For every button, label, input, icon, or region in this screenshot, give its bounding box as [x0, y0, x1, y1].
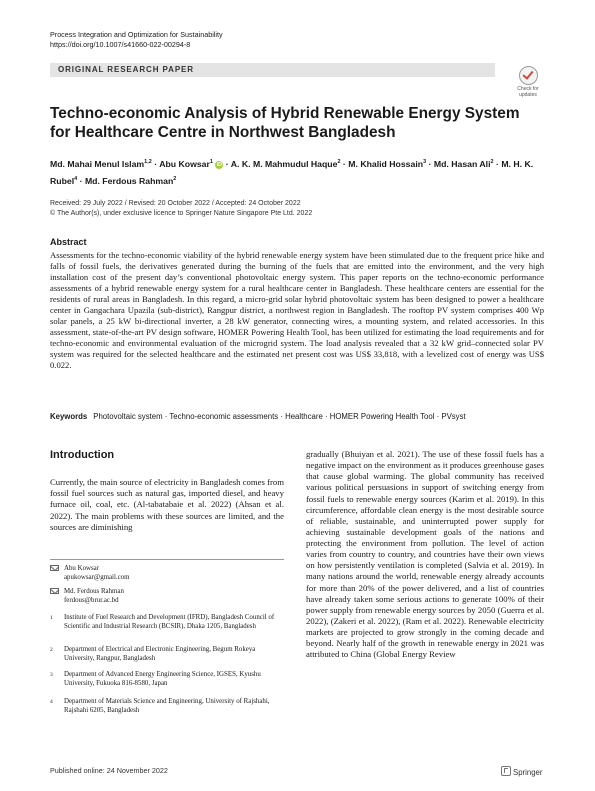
publisher-logo	[501, 766, 542, 777]
date-history: Received: 29 July 2022 / Revised: 20 October 2022 / Accepted: 24 October 2022	[50, 200, 301, 207]
author-name[interactable]: A. K. M. Mahmudul Haque	[230, 158, 338, 169]
author-affiliation-marker: 2	[173, 175, 177, 182]
check-updates-text	[513, 86, 543, 98]
author-name[interactable]: Md. Hasan Ali	[433, 158, 491, 169]
article-dates	[50, 199, 312, 219]
abstract-heading: Abstract	[50, 237, 87, 247]
correspondence-name: Abu Kowsar	[64, 565, 100, 572]
author-name[interactable]: M. Khalid Hossain	[348, 158, 424, 169]
footnote-divider	[50, 559, 284, 560]
published-online: Published online: 24 November 2022	[50, 766, 168, 775]
affiliation-3	[50, 671, 280, 688]
publisher-name: Springer	[513, 768, 543, 777]
affiliation-text: Department of Materials Science and Engineering, University of Rajshahi, Rajshahi 6205, Bangladesh	[64, 698, 270, 714]
check-updates-icon	[519, 66, 538, 85]
journal-header	[50, 30, 223, 50]
author-name[interactable]: M. H. K. Rubel	[50, 158, 534, 186]
affiliation-2	[50, 646, 280, 663]
author-list: Md. Mahai Menul Islam$^{1,2}$ · Abu Kowsar$^1$ iD · A. K. M. Mahmudul Haque$^2$ · M. Khalid Hossain$^3$ · Md. Hasan Ali$^2$ · M. H. K. Rubel$^4$ · Md. Ferdous Rahman$^2$	[50, 158, 534, 186]
journal-name: Process Integration and Optimization for Sustainability	[50, 30, 223, 39]
affiliation-number: 1	[50, 615, 53, 621]
introduction-right-text: gradually (Bhuiyan et al. 2021). The use of these fossil fuels has a negative impact on the environment as it produces greenhouse gases that cause global warming. The global community has received various political persuasions in support of switching energy from fossil fuels to renewable energy sources (Karim et al. 2019). In this circumference, affordable clean energy is the most desirable source of reliable, sustainable, and uninterrupted power supply for achieving sustainable development goals of the nations and protecting the environment from pollution. The level of action varies from country to country, and countries have their own views on how persistently ventilation is completed (Salvia et al. 2019). In many nations around the world, renewable energy already accounts for more than 20% of the power delivered, and a list of countries have already taken some serious actions to generate 100% of their power supply from renewable energy sources by 2050 (Guerra et al. 2022), (Zakeri et al. 2022), (Ram et al. 2022). Renewable electricity markets are projected to grow strongly in the coming decade and beyond. Nearly half of the growth in renewable energy in 2021 was attributed to China (Global Energy Review	[306, 449, 544, 660]
author-affiliation-marker: 2	[490, 159, 494, 165]
abstract-text: Assessments for the techno-economic viability of the hybrid renewable energy system have been stimulated due to the frequent price hike and falls of fossil fuels, the derivatives generated during the burning of the fuels that are emitted into the environment, and the very high installation cost of the present day’s conventional photovoltaic energy system. This paper reports on the techno-economic performance assessments of a hybrid renewable energy system for a rural healthcare center in Bangladesh. These healthcare centers are essential for the residents of rural areas in Bangladesh. In this regard, a micro-grid solar hybrid photovoltaic system has been designed to power a healthcare center in Gangachara Upazila (sub-district), Rangpur district, a northwest region in Bangladesh. The rooftop PV system comprises 400 Wp solar panels, a 25 kW bi-directional inverter, a 28 kW generator, connecting wires, a mounting system, and related accessories. In this assessment, state-of-the-art PV design software, HOMER Powering Health Tool, has been utilized for estimating the load requirements and for techno-economic and environmental evaluation of the microgrid system. The load analysis revealed that a 32 kW grid–connected solar PV system was required for the selected healthcare and the estimated net present cost was US$ 33,818, with a levelized cost of energy was US$ 0.022.	[50, 250, 544, 371]
author-affiliation-marker: 2	[337, 159, 341, 165]
doi-link[interactable]: https://doi.org/10.1007/s41660-022-00294-8	[50, 40, 191, 49]
article-type-bar	[50, 63, 495, 77]
correspondence-name: Md. Ferdous Rahman	[64, 588, 124, 595]
keywords-text: Photovoltaic system · Techno-economic assessments · Healthcare · HOMER Powering Health Tool · PVsyst	[93, 412, 466, 421]
springer-horse-icon	[501, 766, 511, 776]
affiliation-text: Department of Advanced Energy Engineering Science, IGSES, Kyushu University, Fukuoka 816-8580, Japan	[64, 671, 261, 687]
affiliation-text: Institute of Fuel Research and Development (IFRD), Bangladesh Council of Scientific and Industrial Research (BCSIR), Dhaka 1205, Bangladesh	[64, 614, 275, 630]
affiliation-text: Department of Electrical and Electronic Engineering, Begum Rokeya University, Rangpur, Bangladesh	[64, 646, 256, 662]
author-affiliation-marker: 1,2	[144, 159, 152, 165]
title-line-1: Techno-economic Analysis of Hybrid Renewable Energy System	[50, 105, 520, 122]
paper-title	[50, 104, 520, 142]
keywords-label: Keywords	[50, 412, 88, 421]
affiliation-number: 2	[50, 647, 53, 653]
copyright-notice: © The Author(s), under exclusive licence to Springer Nature Singapore Pte Ltd. 2022	[50, 210, 313, 217]
check-updates-line2: updates	[519, 92, 537, 98]
check-for-updates-button[interactable]	[513, 66, 543, 98]
check-updates-line1: Check for	[517, 86, 539, 92]
orcid-icon[interactable]: iD	[216, 161, 223, 168]
introduction-left-text: Currently, the main source of electricity in Bangladesh comes from fossil fuel sources such as natural gas, imported diesel, and heavy furnace oil, coal, etc. (Al-tabatabaie et al. 2022) (Ahsan et al. 2022). The main problems with these sources are limited, and the sources are diminishing	[50, 477, 284, 532]
correspondence-1	[50, 565, 129, 582]
author-affiliation-marker: 4	[74, 175, 78, 182]
correspondence-email[interactable]: apukowsar@gmail.com	[64, 573, 130, 581]
affiliation-4	[50, 698, 280, 715]
envelope-icon	[50, 565, 59, 571]
author-affiliation-marker: 3	[423, 159, 427, 165]
affiliation-1	[50, 614, 280, 631]
title-line-2: for Healthcare Centre in Northwest Bangladesh	[50, 124, 396, 141]
article-type-label: ORIGINAL RESEARCH PAPER	[58, 65, 194, 74]
envelope-icon	[50, 588, 59, 594]
author-name[interactable]: Abu Kowsar	[159, 158, 210, 169]
affiliation-number: 4	[50, 699, 53, 705]
correspondence-email[interactable]: ferdous@brur.ac.bd	[64, 596, 119, 604]
author-affiliation-marker: 1	[209, 159, 213, 165]
introduction-heading: Introduction	[50, 449, 115, 461]
author-name[interactable]: Md. Ferdous Rahman	[84, 175, 174, 186]
affiliation-number: 3	[50, 672, 53, 678]
author-name[interactable]: Md. Mahai Menul Islam	[50, 158, 145, 169]
correspondence-2	[50, 588, 124, 605]
keywords	[50, 412, 544, 422]
